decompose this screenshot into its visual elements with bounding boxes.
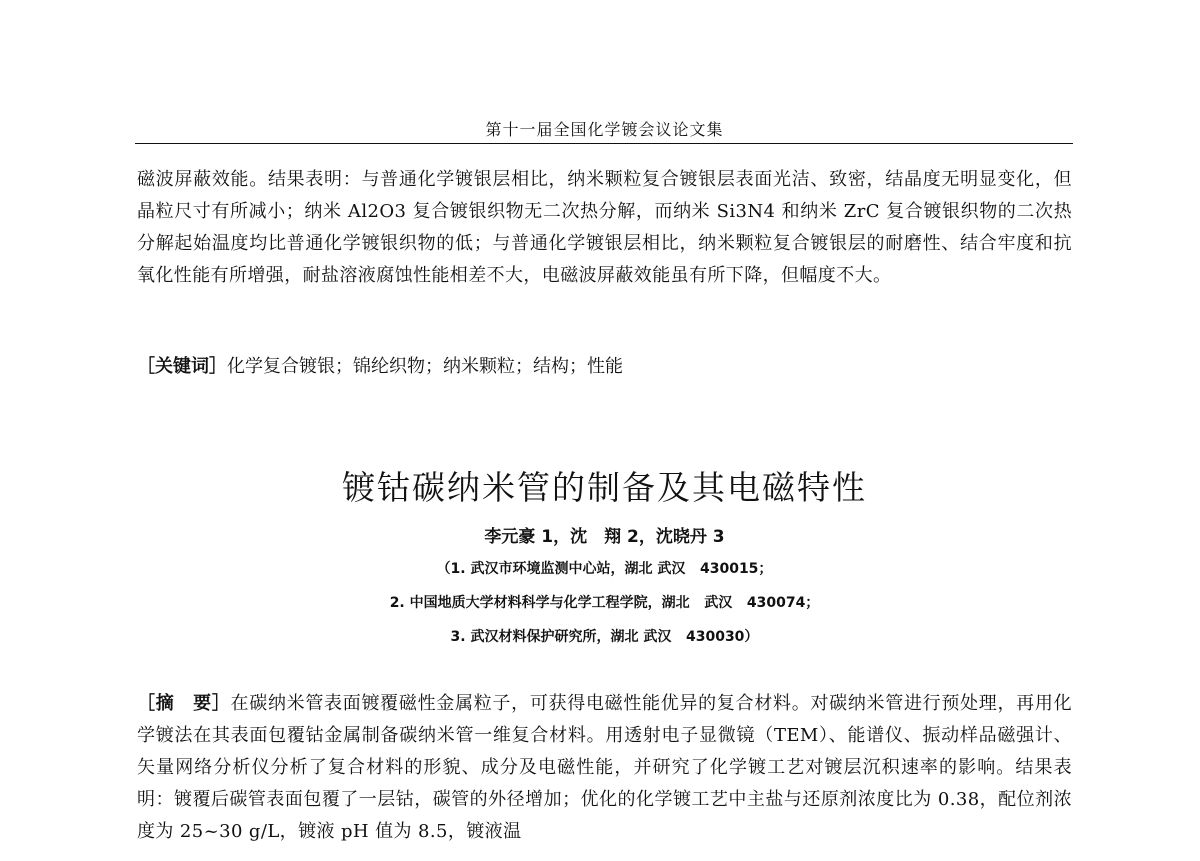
keywords-line (137, 351, 623, 383)
article-authors: 李元豪 1，沈 翔 2，沈晓丹 3 (484, 527, 725, 547)
previous-abstract (137, 164, 1072, 292)
keywords-label: ［关键词］ (137, 356, 227, 377)
affiliation-2: 2. 中国地质大学材料科学与化学工程学院，湖北 武汉 430074； (389, 595, 820, 611)
article-title: 镀钴碳纳米管的制备及其电磁特性 (342, 468, 867, 507)
affiliation-1: （1. 武汉市环境监测中心站，湖北 武汉 430015； (436, 561, 773, 577)
header-rule (135, 143, 1073, 144)
keywords-text: 化学复合镀银；锦纶织物；纳米颗粒；结构；性能 (227, 356, 623, 377)
abstract-label: ［摘 要］ (137, 693, 231, 714)
running-head: 第十一届全国化学镀会议论文集 (485, 120, 724, 139)
abstract-text: 在碳纳米管表面镀覆磁性金属粒子，可获得电磁性能优异的复合材料。对碳纳米管进行预处理，再用化学镀法在其表面包覆钴金属制备碳纳米管一维复合材料。用透射电子显微镜（TEM）、能谱仪、振动样品磁强计、矢量网络分析仪分析了复合材料的形貌、成分及电磁性能，并研究了化学镀工艺对镀层沉积速率的影响。结果表明：镀覆后碳管表面包覆了一层钴，碳管的外径增加；优化的化学镀工艺中主盐与还原剂浓度比为 0.38，配位剂浓度为 25~30 g/L，镀液 pH 值为 8.5，镀液温 (137, 693, 1072, 842)
previous-abstract-text: 磁波屏蔽效能。结果表明：与普通化学镀银层相比，纳米颗粒复合镀银层表面光洁、致密，结晶度无明显变化，但晶粒尺寸有所减小；纳米 Al2O3 复合镀银织物无二次热分解，而纳米 Si3N4 和纳米 ZrC 复合镀银织物的二次热分解起始温度均比普通化学镀银织物的低；与普通化学镀银层相比，纳米颗粒复合镀银层的耐磨性、结合牢度和抗氧化性能有所增强，耐盐溶液腐蚀性能相差不大，电磁波屏蔽效能虽有所下降，但幅度不大。 (137, 169, 1072, 286)
article-abstract (137, 688, 1072, 848)
affiliation-3: 3. 武汉材料保护研究所，湖北 武汉 430030） (450, 629, 759, 645)
